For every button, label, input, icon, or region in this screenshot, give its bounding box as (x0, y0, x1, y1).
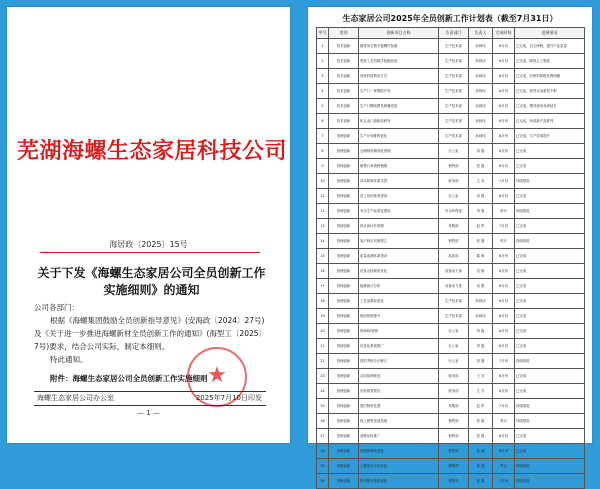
table-row (317, 189, 585, 204)
table-cell: 管理创新 (329, 369, 359, 384)
table-cell: 供应商评价管理 (359, 219, 439, 234)
table-cell: 王 芳 (469, 174, 493, 189)
column-header: 负责部门 (439, 28, 469, 39)
table-cell: 赵 军 (469, 219, 493, 234)
table-cell: 6月份 (493, 144, 515, 159)
table-cell: 质量追溯体系建设 (359, 249, 439, 264)
table-cell: 营销创新 (329, 429, 359, 444)
table-cell: 销售部 (439, 159, 469, 174)
table-cell: 已完成 (515, 444, 585, 459)
column-header: 创新项目名称 (359, 28, 439, 39)
table-cell: 生产技术部 (439, 54, 469, 69)
table-cell: 19 (317, 309, 329, 324)
table-cell: 已完成 (515, 264, 585, 279)
table-cell: 采购部 (439, 219, 469, 234)
table-cell: 办公室 (439, 354, 469, 369)
table-row (317, 309, 585, 324)
table-cell: 已完成 (515, 294, 585, 309)
table-cell: 7月份 (493, 174, 515, 189)
table-row (317, 174, 585, 189)
issue-date: 2025年7月10日印发 (195, 394, 262, 402)
table-cell: 6月份 (493, 444, 515, 459)
attachment-line: 附件：海螺生态家居公司全员创新工作实施细则 (50, 374, 208, 383)
table-cell: 14 (317, 234, 329, 249)
table-cell: 能耗统计分析 (359, 279, 439, 294)
table-cell: 营销创新 (329, 459, 359, 474)
table-cell: 6月份 (493, 99, 515, 114)
table-cell: 7月份 (493, 474, 515, 489)
table-cell: 29 (317, 459, 329, 474)
table-header-row (317, 28, 585, 39)
table-cell: 管理创新 (329, 264, 359, 279)
table-cell: 管理创新 (329, 249, 359, 264)
table-cell: 15 (317, 249, 329, 264)
table-cell: 6月份 (493, 264, 515, 279)
table-cell: 24 (317, 384, 329, 399)
table-cell: 张 磊 (469, 474, 493, 489)
table-cell: 23 (317, 369, 329, 384)
table-cell: 已完成 (515, 219, 585, 234)
table-cell: 孙林伟 (469, 294, 493, 309)
table-row (317, 444, 585, 459)
table-cell: 6月份 (493, 84, 515, 99)
table-cell: 管理创新 (329, 354, 359, 369)
table-cell: 销售部 (439, 429, 469, 444)
table-cell: 持续推进 (515, 414, 585, 429)
body-paragraph: 根据《海螺集团鼓励全员创新指导意见》(安海政〔2024〕27号)及《关于进一步推进海螺新材全员创新工作的通知》(海型工〔2025〕7号)要求，结合公司实际，制定本细则。 (34, 316, 267, 351)
table-cell: 品牌宣传推广 (359, 429, 439, 444)
table-cell: 7月份 (493, 354, 515, 369)
table-cell: 型材工艺机械手装配改造 (359, 54, 439, 69)
table-cell: 管理创新 (329, 159, 359, 174)
table-cell: 工程项目市场开拓 (359, 459, 439, 474)
table-cell: 13 (317, 219, 329, 234)
table-cell: 持续推进 (515, 204, 585, 219)
table-row (317, 69, 585, 84)
table-cell: 技术创新 (329, 39, 359, 54)
table-cell: 已完成 (515, 279, 585, 294)
table-cell: 办公室 (439, 339, 469, 354)
table-cell: 8 (317, 144, 329, 159)
table-cell: 孙林伟 (469, 129, 493, 144)
table-cell: 6月份 (493, 39, 515, 54)
table-cell: 财务部 (439, 369, 469, 384)
table-cell: 8月份 (493, 129, 515, 144)
table-cell: 管理创新 (329, 129, 359, 144)
table-cell: 销售部 (439, 234, 469, 249)
table-cell: 17 (317, 279, 329, 294)
table-cell: 22 (317, 354, 329, 369)
table-cell: 生产技术部 (439, 309, 469, 324)
table-cell: 陈 明 (469, 249, 493, 264)
table-row (317, 144, 585, 159)
table-cell: 应收账款管控 (359, 384, 439, 399)
table-row (317, 429, 585, 444)
notice-document (7, 7, 290, 443)
table-cell: 营销创新 (329, 474, 359, 489)
table-cell: 张 磊 (469, 444, 493, 459)
table-cell: 技术创新 (329, 99, 359, 114)
table-cell: 6月份 (493, 69, 515, 84)
table-cell: 信息化系统推广 (359, 339, 439, 354)
table-row (317, 114, 585, 129)
table-cell: 刘 磊 (469, 144, 493, 159)
table-cell: 生产技术部 (439, 129, 469, 144)
table-cell: 已完成 (515, 369, 585, 384)
table-cell: 财务部 (439, 384, 469, 399)
table-cell: 持续推进 (515, 474, 585, 489)
table-cell: 6月份 (493, 189, 515, 204)
table-cell: 管理创新 (329, 399, 359, 414)
table-row (317, 294, 585, 309)
table-cell: 25 (317, 399, 329, 414)
table-cell: 随带单空锻平板螺钉检测 (359, 39, 439, 54)
table-cell: 每月 (493, 204, 515, 219)
table-cell: 管理创新 (329, 189, 359, 204)
divider-top (34, 391, 266, 392)
table-cell: 12 (317, 204, 329, 219)
table-cell: 生产计划排程优化 (359, 129, 439, 144)
table-cell: 9 (317, 159, 329, 174)
table-cell: 赵 军 (469, 399, 493, 414)
issuer: 海螺生态家居公司办公室 (37, 394, 114, 402)
table-row (317, 129, 585, 144)
table-cell: 技术创新 (329, 114, 359, 129)
table-cell: 工艺参数标准化 (359, 294, 439, 309)
table-cell: 张 磊 (469, 159, 493, 174)
table-cell: 已完成，生产效率提升 (515, 129, 585, 144)
column-header: 负责人 (469, 28, 493, 39)
table-cell: 绩效考核办法修订 (359, 354, 439, 369)
table-cell: 设备点检制度优化 (359, 264, 439, 279)
table-cell: 每月 (493, 414, 515, 429)
table-cell: 持续推进 (515, 459, 585, 474)
table-row (317, 264, 585, 279)
table-cell: 财务部 (439, 174, 469, 189)
table-cell: 管理创新 (329, 309, 359, 324)
table-cell: 王 芳 (469, 369, 493, 384)
table-cell: 4 (317, 84, 329, 99)
table-cell: 已完成，形成新产品系列 (515, 114, 585, 129)
table-cell: 刘 磊 (469, 324, 493, 339)
column-header: 序号 (317, 28, 329, 39)
table-cell: 持续推进 (515, 234, 585, 249)
table-cell: 6月份 (493, 369, 515, 384)
table-cell: 铝合金门窗新品研发 (359, 114, 439, 129)
table-cell: 管理创新 (329, 174, 359, 189)
table-cell: 客户回访机制建立 (359, 234, 439, 249)
table-cell: 班组管理提升 (359, 309, 439, 324)
table-row (317, 234, 585, 249)
table-row (317, 339, 585, 354)
table-row (317, 204, 585, 219)
table-cell: 生产技术部 (439, 99, 469, 114)
table-cell: 回收料再利用方式 (359, 69, 439, 84)
table-cell: 成本核算体系完善 (359, 174, 439, 189)
table-cell: 5 (317, 99, 329, 114)
table-cell: 孙林伟 (469, 69, 493, 84)
table-cell: 3 (317, 69, 329, 84)
table-cell: 生产技术部 (439, 294, 469, 309)
table-cell: 管理创新 (329, 324, 359, 339)
table-cell: 每月 (493, 459, 515, 474)
table-cell: 王 芳 (469, 384, 493, 399)
table-cell: 11 (317, 189, 329, 204)
table-cell: 销售部 (439, 444, 469, 459)
table-cell: 废旧物资处置 (359, 399, 439, 414)
table-cell: 安全环保部 (439, 204, 469, 219)
table-cell: 管理创新 (329, 219, 359, 234)
table-cell: 6 (317, 114, 329, 129)
table-title: 生态家居公司2025年全员创新工作计划表（截至7月31日） (342, 14, 558, 23)
table-cell: 28 (317, 444, 329, 459)
table-cell: 管理创新 (329, 279, 359, 294)
table-cell: 孙林伟 (469, 54, 493, 69)
table-cell: 员工培训体系建设 (359, 189, 439, 204)
table-cell: 20 (317, 324, 329, 339)
table-cell: 技术创新 (329, 69, 359, 84)
table-cell: 管理创新 (329, 294, 359, 309)
table-cell: 营销创新 (329, 414, 359, 429)
table-cell: 刘 磊 (469, 339, 493, 354)
table-cell: 销售部 (439, 474, 469, 489)
table-cell: 销售部 (439, 459, 469, 474)
table-cell: 张 磊 (469, 234, 493, 249)
table-cell: 生产技术部 (439, 69, 469, 84)
divider-bottom (34, 405, 266, 406)
table-cell: 仓储物料精细化管理 (359, 144, 439, 159)
table-cell: 张 磊 (469, 414, 493, 429)
star-icon: ★ (207, 363, 227, 388)
table-cell: 已完成 (515, 144, 585, 159)
table-cell: 18 (317, 294, 329, 309)
column-header: 类别 (329, 28, 359, 39)
table-cell: 30 (317, 474, 329, 489)
table-cell: 销售订单流程梳理 (359, 159, 439, 174)
table-cell: 16 (317, 264, 329, 279)
table-cell: 张 磊 (469, 429, 493, 444)
table-cell: 技术创新 (329, 54, 359, 69)
table-cell: 6月份 (493, 159, 515, 174)
plan-table-document (308, 7, 592, 483)
table-row (317, 84, 585, 99)
column-header: 完成时间 (493, 28, 515, 39)
table-row (317, 459, 585, 474)
table-row (317, 249, 585, 264)
table-cell: 6月份 (493, 384, 515, 399)
table-cell: 线上销售渠道拓展 (359, 414, 439, 429)
table-cell: 生产技术部 (439, 114, 469, 129)
table-cell: 售后服务体系优化 (359, 474, 439, 489)
table-cell: 1 (317, 39, 329, 54)
table-cell: 已完成 (515, 249, 585, 264)
table-cell: 21 (317, 339, 329, 354)
red-divider (40, 252, 260, 253)
table-cell: 2 (317, 54, 329, 69)
table-row (317, 324, 585, 339)
table-row (317, 369, 585, 384)
table-cell: 10 (317, 174, 329, 189)
table-cell: 已完成 (515, 159, 585, 174)
table-row (317, 354, 585, 369)
table-row (317, 39, 585, 54)
table-cell: 7月份 (493, 219, 515, 234)
table-cell: 管理创新 (329, 339, 359, 354)
table-row (317, 54, 585, 69)
table-cell: 已完成 (515, 339, 585, 354)
table-cell: 采购部 (439, 399, 469, 414)
table-cell: 持续推进 (515, 354, 585, 369)
company-title: 芜湖海螺生态家居科技公司 (17, 138, 288, 164)
table-cell: 生产门模吨模具研磨改进 (359, 99, 439, 114)
table-cell: 6月份 (493, 339, 515, 354)
table-cell: 营销创新 (329, 444, 359, 459)
table-cell: 办公室 (439, 189, 469, 204)
table-cell: 李 强 (469, 204, 493, 219)
table-cell: 设备动力部 (439, 264, 469, 279)
table-cell: 已完成，自主研制，提升产品质量 (515, 39, 585, 54)
table-cell: 已完成，模具使用寿命延长 (515, 99, 585, 114)
table-cell: 已完成 (515, 429, 585, 444)
table-cell: 孙林伟 (469, 99, 493, 114)
table-cell: 生产技术部 (439, 84, 469, 99)
table-cell: 合同管理规范 (359, 369, 439, 384)
table-cell: 6月份 (493, 249, 515, 264)
closing-line: 特此通知。 (50, 355, 88, 364)
plan-table (316, 27, 585, 489)
table-cell: 已完成 (515, 309, 585, 324)
table-cell: 办公室 (439, 324, 469, 339)
table-cell: 生产门一体模腔开发 (359, 84, 439, 99)
table-cell: 孙林伟 (469, 84, 493, 99)
table-row (317, 384, 585, 399)
table-cell: 6月份 (493, 309, 515, 324)
table-cell: 品质部 (439, 249, 469, 264)
table-cell: 26 (317, 414, 329, 429)
table-cell: 张 磊 (469, 459, 493, 474)
table-row (317, 99, 585, 114)
table-cell: 孙林伟 (469, 309, 493, 324)
table-cell: 已完成，降低人工强度 (515, 54, 585, 69)
table-cell: 孙林伟 (469, 114, 493, 129)
table-row (317, 219, 585, 234)
table-row (317, 159, 585, 174)
table-cell: 6月份 (493, 429, 515, 444)
table-cell: 每月 (493, 234, 515, 249)
page-number: — 1 — (137, 409, 160, 417)
table-cell: 刘 磊 (469, 189, 493, 204)
document-number: 海居政〔2025〕15号 (109, 240, 188, 249)
table-cell: 持续推进 (515, 399, 585, 414)
table-cell: 已完成，取得实用新型专利 (515, 84, 585, 99)
table-cell: 安全生产标准化建设 (359, 204, 439, 219)
notice-title: 关于下发《海螺生态家居公司全员创新工作实施细则》的通知 (37, 266, 266, 297)
table-row (317, 399, 585, 414)
table-cell: 7月份 (493, 399, 515, 414)
table-cell: 生产技术部 (439, 39, 469, 54)
table-cell: 持续推进 (515, 174, 585, 189)
table-cell: 管理创新 (329, 384, 359, 399)
table-cell: 刘 磊 (469, 354, 493, 369)
table-row (317, 279, 585, 294)
table-cell: 吴 刚 (469, 264, 493, 279)
table-cell: 已完成 (515, 384, 585, 399)
table-cell: 管理创新 (329, 144, 359, 159)
table-cell: 已完成 (515, 189, 585, 204)
table-cell: 管理创新 (329, 204, 359, 219)
table-cell: 已完成，回收料掺配比例明确 (515, 69, 585, 84)
table-cell: 销售部 (439, 414, 469, 429)
table-cell: 设备动力部 (439, 279, 469, 294)
table-cell: 管理创新 (329, 234, 359, 249)
table-cell: 6月份 (493, 114, 515, 129)
table-row (317, 474, 585, 489)
table-row (317, 414, 585, 429)
table-cell: 7 (317, 129, 329, 144)
salutation: 公司各部门： (34, 303, 79, 312)
table-cell: 吴 刚 (469, 279, 493, 294)
table-cell: 6月份 (493, 324, 515, 339)
table-cell: 6月份 (493, 294, 515, 309)
table-cell: 已完成 (515, 324, 585, 339)
table-cell: 27 (317, 429, 329, 444)
column-header: 进展情况 (515, 28, 585, 39)
table-cell: 经销商网络建设 (359, 444, 439, 459)
table-cell: 办公室 (439, 144, 469, 159)
table-cell: 孙林伟 (469, 39, 493, 54)
table-cell: 现场6S管理 (359, 324, 439, 339)
table-cell: 技术创新 (329, 84, 359, 99)
table-cell: 6月份 (493, 54, 515, 69)
table-cell: 6月份 (493, 279, 515, 294)
